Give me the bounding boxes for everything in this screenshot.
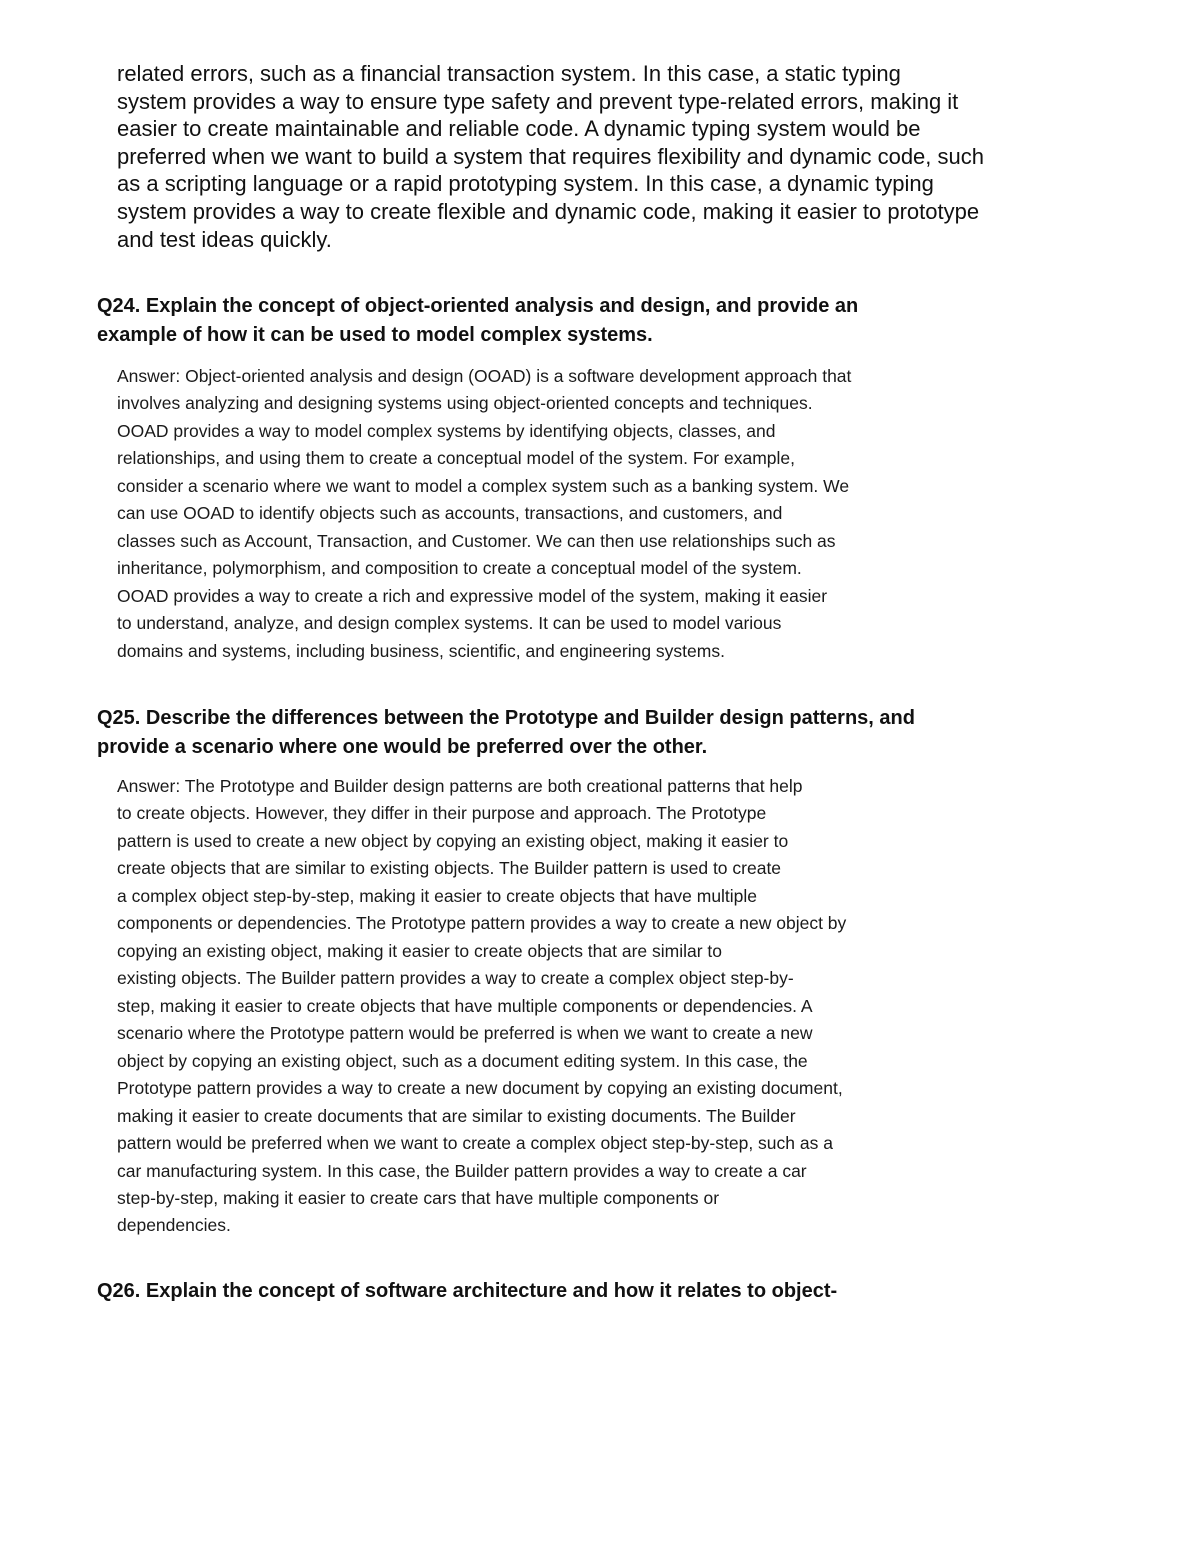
answer-line: inheritance, polymorphism, and composition to create a conceptual model of the system. — [117, 558, 802, 578]
question-line: example of how it can be used to model complex systems. — [97, 324, 653, 346]
text-line: and test ideas quickly. — [117, 227, 332, 252]
answer-line: step, making it easier to create objects that have multiple components or dependencies. A — [117, 996, 813, 1016]
question-line: Q24. Explain the concept of object-oriented analysis and design, and provide an — [97, 295, 859, 317]
answer-line: step-by-step, making it easier to create cars that have multiple components or — [117, 1188, 720, 1208]
answer-line: Answer: The Prototype and Builder design patterns are both creational patterns that help — [117, 776, 803, 796]
text-line: as a scripting language or a rapid prototyping system. In this case, a dynamic typing — [117, 171, 934, 196]
answer-line: dependencies. — [117, 1215, 231, 1235]
text-line: system provides a way to create flexible and dynamic code, making it easier to prototype — [117, 199, 980, 224]
answer-line: components or dependencies. The Prototype pattern provides a way to create a new object by — [117, 913, 847, 933]
question-line: Q26. Explain the concept of software architecture and how it relates to object- — [97, 1280, 838, 1302]
answer-line: object by copying an existing object, such as a document editing system. In this case, the — [117, 1051, 808, 1071]
answer-line: classes such as Account, Transaction, and Customer. We can then use relationships such as — [117, 531, 836, 551]
answer-line: to understand, analyze, and design complex systems. It can be used to model various — [117, 613, 782, 633]
text-line: system provides a way to ensure type safety and prevent type-related errors, making it — [117, 89, 959, 114]
answer-line: Prototype pattern provides a way to create a new document by copying an existing document, — [117, 1078, 843, 1098]
answer-line: pattern is used to create a new object by copying an existing object, making it easier to — [117, 831, 789, 851]
answer-line: OOAD provides a way to model complex systems by identifying objects, classes, and — [117, 421, 776, 441]
answer-line: relationships, and using them to create a conceptual model of the system. For example, — [117, 448, 795, 468]
question-line: Q25. Describe the differences between the Prototype and Builder design patterns, and — [97, 707, 915, 729]
answer-line: OOAD provides a way to create a rich and expressive model of the system, making it easier — [117, 586, 828, 606]
text-line: easier to create maintainable and reliable code. A dynamic typing system would be — [117, 116, 921, 141]
answer-line: a complex object step-by-step, making it easier to create objects that have multiple — [117, 886, 758, 906]
answer-line: pattern would be preferred when we want to create a complex object step-by-step, such as a — [117, 1133, 833, 1153]
question-line: provide a scenario where one would be preferred over the other. — [97, 736, 708, 758]
answer-line: making it easier to create documents that are similar to existing documents. The Builder — [117, 1106, 796, 1126]
answer-line: to create objects. However, they differ in their purpose and approach. The Prototype — [117, 803, 767, 823]
answer-line: existing objects. The Builder pattern provides a way to create a complex object step-by- — [117, 968, 794, 988]
answer-line: can use OOAD to identify objects such as accounts, transactions, and customers, and — [117, 503, 783, 523]
answer-line: involves analyzing and designing systems using object-oriented concepts and techniques. — [117, 393, 813, 413]
answer-line: domains and systems, including business, scientific, and engineering systems. — [117, 641, 725, 661]
answer-line: copying an existing object, making it easier to create objects that are similar to — [117, 941, 723, 961]
text-line: preferred when we want to build a system that requires flexibility and dynamic code, such — [117, 144, 984, 169]
answer-line: create objects that are similar to existing objects. The Builder pattern is used to create — [117, 858, 782, 878]
text-line: related errors, such as a financial transaction system. In this case, a static typing — [117, 61, 901, 86]
answer-line: car manufacturing system. In this case, the Builder pattern provides a way to create a car — [117, 1161, 807, 1181]
answer-line: consider a scenario where we want to model a complex system such as a banking system. We — [117, 476, 850, 496]
answer-line: Answer: Object-oriented analysis and design (OOAD) is a software development approach that — [117, 366, 852, 386]
answer-line: scenario where the Prototype pattern would be preferred is when we want to create a new — [117, 1023, 813, 1043]
